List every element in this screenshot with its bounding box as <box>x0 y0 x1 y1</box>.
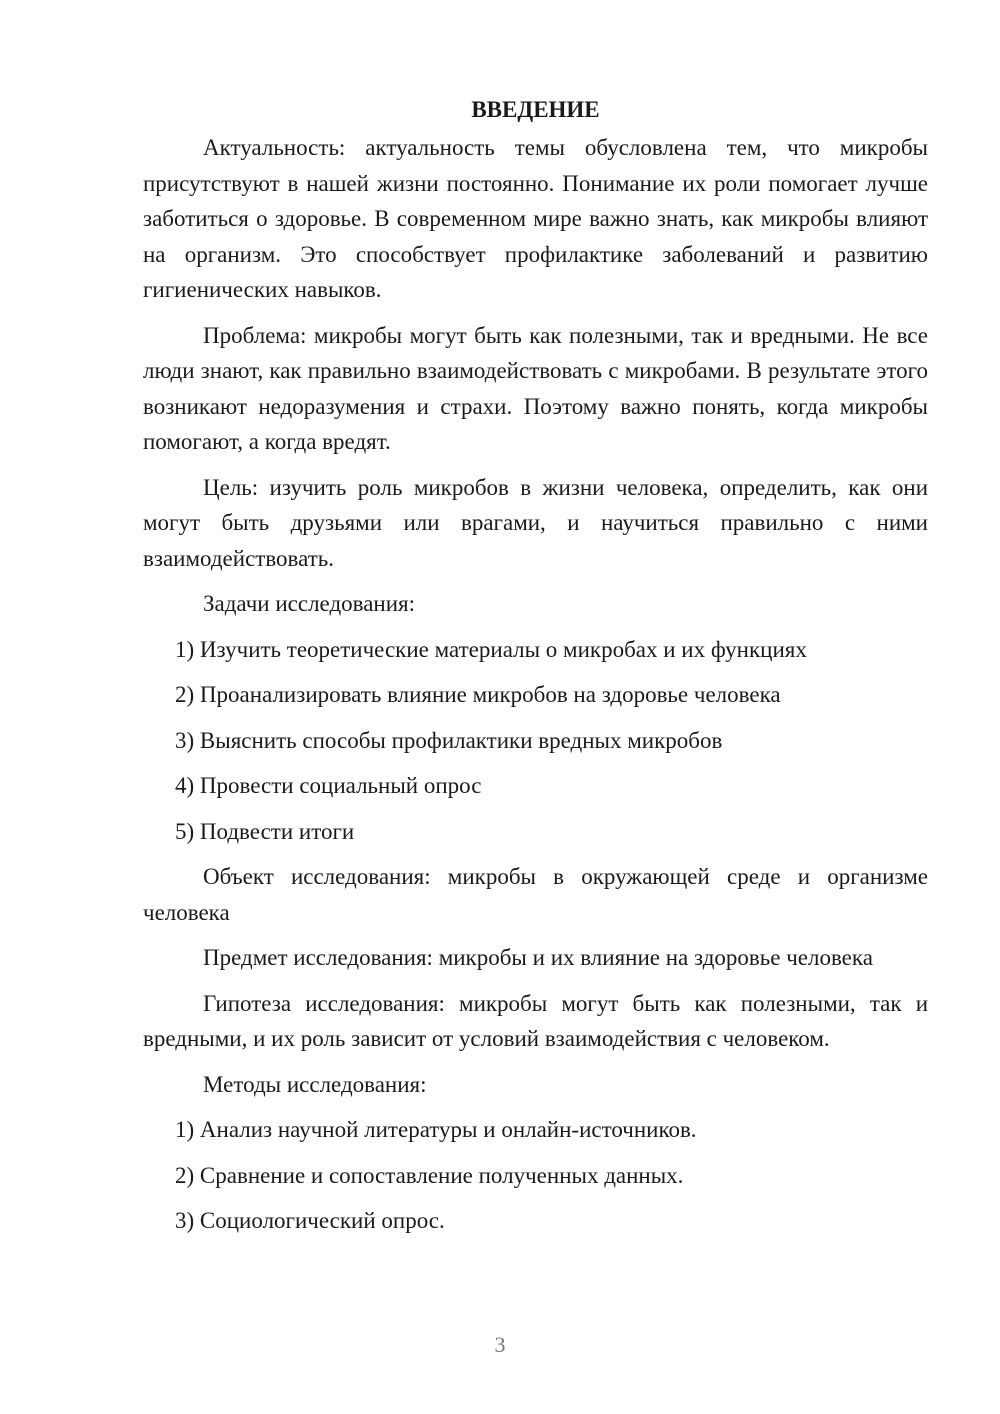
goal-paragraph: Цель: изучить роль микробов в жизни человека, определить, как они могут быть друзьями или врагами, и научиться правильно с ними взаимодействовать. <box>143 474 928 571</box>
list-item: 3) Социологический опрос. <box>175 1208 445 1233</box>
page-number: 3 <box>494 1332 506 1357</box>
methods-heading: Методы исследования: <box>203 1071 427 1097</box>
document-page <box>143 92 928 1249</box>
subject-paragraph: Предмет исследования: микробы и их влияние на здоровье человека <box>203 945 873 970</box>
list-item: 2) Проанализировать влияние микробов на здоровье человека <box>175 682 781 707</box>
list-item: 1) Анализ научной литературы и онлайн-источников. <box>175 1117 697 1142</box>
list-item: 4) Провести социальный опрос <box>175 773 482 798</box>
tasks-list <box>143 632 928 850</box>
methods-list <box>143 1112 928 1239</box>
list-item: 5) Подвести итоги <box>175 818 355 844</box>
problem-paragraph: Проблема: микробы могут быть как полезными, так и вредными. Не все люди знают, как правильно взаимодействовать с микробами. В результате этого возникают недоразумения и страхи. Поэтому важно понять, когда микробы помогают, а когда вредят. <box>143 322 928 454</box>
tasks-heading: Задачи исследования: <box>203 591 416 616</box>
relevance-paragraph: Актуальность: актуальность темы обусловлена тем, что микробы присутствуют в нашей жизни постоянно. Понимание их роли помогает лучше заботиться о здоровье. В современном мире важно знать, как микробы влияют на организм. Это способствует профилактике заболеваний и развитию гигиенических навыков. <box>143 135 928 302</box>
list-item: 3) Выяснить способы профилактики вредных микробов <box>175 727 723 753</box>
object-paragraph: Объект исследования: микробы в окружающей среде и организме человека <box>143 864 928 925</box>
page-title: ВВЕДЕНИЕ <box>471 97 600 122</box>
list-item: 1) Изучить теоретические материалы о микробах и их функциях <box>175 636 807 662</box>
hypothesis-paragraph: Гипотеза исследования: микробы могут быть как полезными, так и вредными, и их роль зависит от условий взаимодействия с человеком. <box>143 990 928 1051</box>
list-item: 2) Сравнение и сопоставление полученных данных. <box>175 1162 684 1188</box>
